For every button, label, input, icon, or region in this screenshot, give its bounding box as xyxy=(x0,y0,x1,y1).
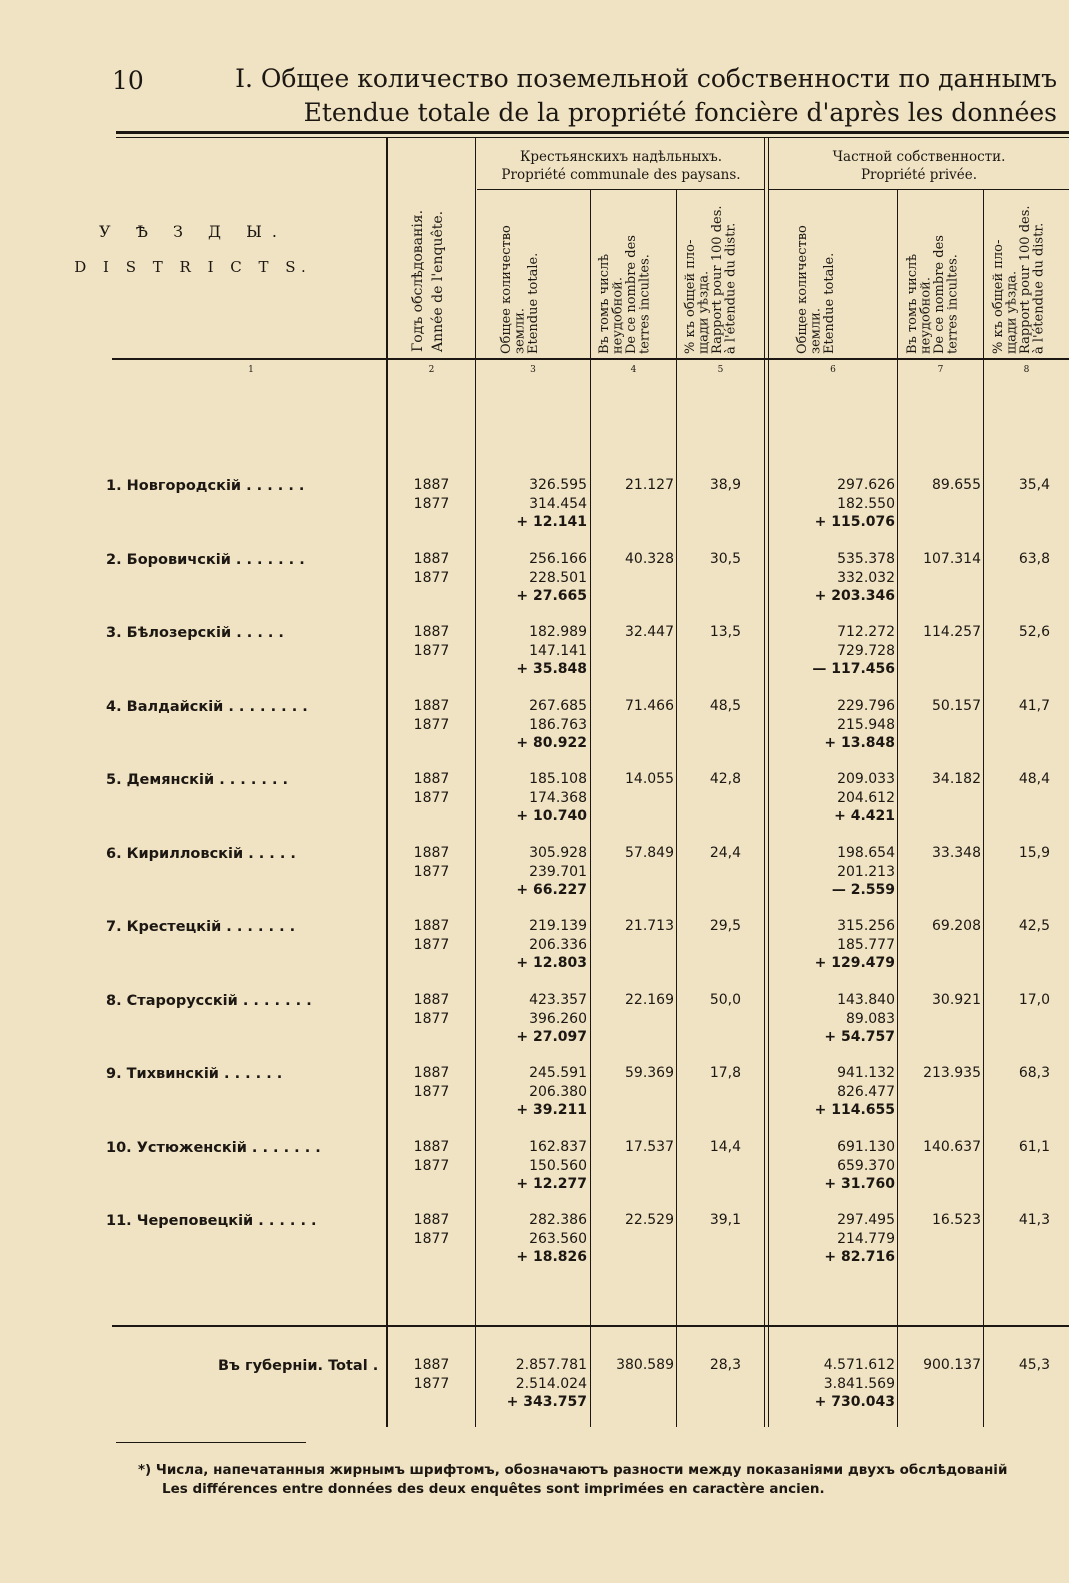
peasant-group-header xyxy=(477,148,765,184)
peasant-difference: + 12.277 xyxy=(516,1176,587,1192)
private-incult: 140.637 xyxy=(923,1139,981,1155)
private-total-1877: 204.612 xyxy=(837,789,895,806)
private-total-1877: 659.370 xyxy=(837,1157,895,1174)
private-difference: + 129.479 xyxy=(814,955,895,971)
private-total-1887: 4.571.612 xyxy=(823,1357,895,1373)
peasant-incult: 21.713 xyxy=(625,918,674,934)
peasant-difference: + 80.922 xyxy=(516,735,587,751)
c6-header-line-3: Etendue totale. xyxy=(822,252,837,354)
c3-header-line-2: земли. xyxy=(512,308,528,354)
private-total-1887: 315.256 xyxy=(837,918,895,934)
private-total-1887: 941.132 xyxy=(837,1065,895,1081)
peasant-group-ru: Крестьянскихъ надѣльныхъ. xyxy=(519,149,723,165)
survey-year-1887: 1887 xyxy=(413,1139,450,1155)
peasant-percent: 30,5 xyxy=(709,551,741,567)
survey-year-1887: 1887 xyxy=(413,992,450,1008)
col-divider-5 xyxy=(764,137,765,1427)
page-number: 10 xyxy=(112,66,144,95)
peasant-incult: 21.127 xyxy=(625,477,674,493)
private-incult: 50.157 xyxy=(932,698,981,714)
district-name: 5. Демянскій . . . . . . . xyxy=(106,772,289,788)
c3-header-line-1: Общее количество xyxy=(499,225,514,354)
private-total-1887: 712.272 xyxy=(837,624,895,640)
title-russian: I. Общее количество поземельной собственности по даннымъ xyxy=(235,64,1057,93)
peasant-percent: 17,8 xyxy=(709,1065,741,1081)
private-total-1877: 332.032 xyxy=(837,569,895,586)
private-total-1887: 143.840 xyxy=(837,992,895,1008)
peasant-difference: + 343.757 xyxy=(506,1394,587,1410)
peasant-total-1887: 282.386 xyxy=(529,1212,587,1228)
peasant-total-1887: 245.591 xyxy=(529,1065,587,1081)
top-rule xyxy=(116,131,1069,134)
c4-header xyxy=(598,194,652,354)
private-total-1887: 209.033 xyxy=(837,771,895,787)
peasant-total-1877: 396.260 xyxy=(529,1010,587,1027)
peasant-difference: + 12.141 xyxy=(516,514,587,530)
c5-header-line-4: à l'étendue du distr. xyxy=(723,222,739,354)
c8-header-line-2: щади уѣзда. xyxy=(1004,270,1020,354)
peasant-percent: 13,5 xyxy=(709,624,741,640)
private-percent: 41,3 xyxy=(1018,1212,1050,1228)
private-difference: — 2.559 xyxy=(831,882,895,898)
peasant-incult: 71.466 xyxy=(625,698,674,714)
private-difference: + 54.757 xyxy=(824,1029,895,1045)
peasant-percent: 48,5 xyxy=(709,698,741,714)
private-total-1877: 214.779 xyxy=(837,1230,895,1247)
peasant-group-fr: Propriété communale des paysans. xyxy=(501,167,741,183)
c7-header-line-4: terres incultes. xyxy=(945,254,961,354)
footnote-ru: *) Числа, напечатанныя жирнымъ шрифтомъ, обозначаютъ разности между показаніями двухъ обслѣдованій xyxy=(138,1462,1008,1478)
survey-year-1887: 1887 xyxy=(413,698,450,714)
private-total-1877: 185.777 xyxy=(837,936,895,953)
private-difference: + 730.043 xyxy=(814,1394,895,1410)
c4-header-line-3: De ce nombre des xyxy=(624,235,639,354)
c6-header-line-1: Общее количество xyxy=(795,225,810,354)
private-total-1877: 89.083 xyxy=(846,1010,895,1027)
private-incult: 213.935 xyxy=(923,1065,981,1081)
districts-header-fr: D I S T R I C T S. xyxy=(74,258,312,276)
private-total-1877: 182.550 xyxy=(837,495,895,512)
private-difference: + 31.760 xyxy=(824,1176,895,1192)
peasant-incult: 40.328 xyxy=(625,551,674,567)
private-incult: 114.257 xyxy=(923,624,981,640)
peasant-percent: 50,0 xyxy=(709,992,741,1008)
private-incult: 30.921 xyxy=(932,992,981,1008)
peasant-total-1887: 162.837 xyxy=(529,1139,587,1155)
private-total-1887: 691.130 xyxy=(837,1139,895,1155)
peasant-total-1877: 2.514.024 xyxy=(515,1375,587,1392)
c5-header xyxy=(684,194,738,354)
peasant-difference: + 10.740 xyxy=(516,808,587,824)
peasant-incult: 57.849 xyxy=(625,845,674,861)
c5-header-line-2: щади уѣзда. xyxy=(696,270,712,354)
c7-header-line-2: неудобной. xyxy=(918,277,934,354)
peasant-total-1877: 147.141 xyxy=(529,642,587,659)
district-name: 3. Бѣлозерскій . . . . . xyxy=(106,625,284,641)
survey-year-1887: 1887 xyxy=(413,918,450,934)
peasant-incult: 22.169 xyxy=(625,992,674,1008)
peasant-total-1877: 314.454 xyxy=(529,495,587,512)
peasant-difference: + 35.848 xyxy=(516,661,587,677)
top-rule-thin xyxy=(116,137,1069,138)
private-total-1877: 201.213 xyxy=(837,863,895,880)
survey-year-1877: 1877 xyxy=(413,1230,450,1247)
peasant-total-1877: 239.701 xyxy=(529,863,587,880)
private-percent: 61,1 xyxy=(1018,1139,1050,1155)
private-difference: + 203.346 xyxy=(814,588,895,604)
year-header xyxy=(408,182,448,352)
peasant-total-1877: 150.560 xyxy=(529,1157,587,1174)
private-percent: 48,4 xyxy=(1018,771,1050,787)
c3-header-line-3: Etendue totale. xyxy=(526,252,541,354)
footnote-fr: Les différences entre données des deux enquêtes sont imprimées en caractère ancien. xyxy=(162,1481,825,1497)
peasant-incult: 32.447 xyxy=(625,624,674,640)
peasant-total-1887: 326.595 xyxy=(529,477,587,493)
col-number-3: 3 xyxy=(530,365,536,375)
private-percent: 45,3 xyxy=(1018,1357,1050,1373)
private-incult: 69.208 xyxy=(932,918,981,934)
survey-year-1887: 1887 xyxy=(413,624,450,640)
survey-year-1887: 1887 xyxy=(413,845,450,861)
private-total-1887: 229.796 xyxy=(837,698,895,714)
col-number-1: 1 xyxy=(248,365,254,375)
peasant-percent: 39,1 xyxy=(709,1212,741,1228)
c8-header-line-4: à l'étendue du distr. xyxy=(1031,222,1047,354)
c5-header-line-3: Rapport pour 100 des. xyxy=(710,205,725,354)
survey-year-1887: 1887 xyxy=(413,551,450,567)
private-difference: + 4.421 xyxy=(834,808,895,824)
district-name: Въ губерніи. Total . xyxy=(218,1358,379,1374)
district-name: 1. Новгородскій . . . . . . xyxy=(106,478,305,494)
private-percent: 52,6 xyxy=(1018,624,1050,640)
survey-year-1877: 1877 xyxy=(413,1083,450,1100)
c6-header-line-2: земли. xyxy=(808,308,824,354)
district-name: 2. Боровичскій . . . . . . . xyxy=(106,552,305,568)
district-name: 7. Крестецкій . . . . . . . xyxy=(106,919,296,935)
private-difference: + 114.655 xyxy=(814,1102,895,1118)
peasant-difference: + 12.803 xyxy=(516,955,587,971)
group-rule-peasant xyxy=(477,189,765,190)
col-number-7: 7 xyxy=(937,365,944,375)
private-incult: 16.523 xyxy=(932,1212,981,1228)
peasant-percent: 28,3 xyxy=(709,1357,741,1373)
col-number-6: 6 xyxy=(830,365,836,375)
c5-header-line-1: % къ общей пло- xyxy=(683,239,698,354)
peasant-total-1877: 174.368 xyxy=(529,789,587,806)
peasant-percent: 24,4 xyxy=(709,845,741,861)
private-group-header xyxy=(769,148,1069,184)
private-total-1887: 297.495 xyxy=(837,1212,895,1228)
peasant-incult: 380.589 xyxy=(616,1357,674,1373)
private-difference: + 13.848 xyxy=(824,735,895,751)
district-name: 6. Кирилловскій . . . . . xyxy=(106,846,296,862)
survey-year-1887: 1887 xyxy=(413,1212,450,1228)
private-difference: + 115.076 xyxy=(814,514,895,530)
c8-header-line-1: % къ общей пло- xyxy=(991,239,1006,354)
peasant-total-1887: 185.108 xyxy=(529,771,587,787)
peasant-total-1877: 206.336 xyxy=(529,936,587,953)
private-incult: 34.182 xyxy=(932,771,981,787)
private-total-1877: 215.948 xyxy=(837,716,895,733)
c4-header-line-1: Въ томъ числѣ xyxy=(597,253,612,354)
c3-header xyxy=(500,194,541,354)
survey-year-1877: 1877 xyxy=(413,495,450,512)
survey-year-1877: 1877 xyxy=(413,569,450,586)
private-percent: 63,8 xyxy=(1018,551,1050,567)
survey-year-1877: 1877 xyxy=(413,1375,450,1392)
c7-header xyxy=(906,194,960,354)
survey-year-1887: 1887 xyxy=(413,771,450,787)
survey-year-1877: 1877 xyxy=(413,716,450,733)
survey-year-1877: 1877 xyxy=(413,1010,450,1027)
peasant-incult: 22.529 xyxy=(625,1212,674,1228)
private-total-1887: 297.626 xyxy=(837,477,895,493)
district-name: 10. Устюженскій . . . . . . . xyxy=(106,1140,321,1156)
private-percent: 41,7 xyxy=(1018,698,1050,714)
peasant-incult: 17.537 xyxy=(625,1139,674,1155)
peasant-percent: 38,9 xyxy=(709,477,741,493)
col-number-2: 2 xyxy=(428,365,435,375)
survey-year-1877: 1877 xyxy=(413,936,450,953)
col-number-8: 8 xyxy=(1023,365,1030,375)
year-header-ru: Годъ обслѣдованія. xyxy=(410,209,426,352)
private-difference: — 117.456 xyxy=(812,661,895,677)
peasant-total-1887: 256.166 xyxy=(529,551,587,567)
peasant-incult: 14.055 xyxy=(625,771,674,787)
c7-header-line-3: De ce nombre des xyxy=(932,235,947,354)
col-number-4: 4 xyxy=(630,365,637,375)
peasant-difference: + 27.097 xyxy=(516,1029,587,1045)
peasant-total-1887: 219.139 xyxy=(529,918,587,934)
peasant-difference: + 18.826 xyxy=(516,1249,587,1265)
private-group-ru: Частной собственности. xyxy=(832,149,1006,165)
peasant-percent: 42,8 xyxy=(709,771,741,787)
private-percent: 35,4 xyxy=(1018,477,1050,493)
title-french: Etendue totale de la propriété foncière d'après les données xyxy=(303,98,1057,127)
district-name: 9. Тихвинскій . . . . . . xyxy=(106,1066,283,1082)
private-total-1877: 729.728 xyxy=(837,642,895,659)
survey-year-1877: 1877 xyxy=(413,789,450,806)
year-header-fr: Année de l'enquête. xyxy=(430,210,446,352)
peasant-total-1877: 186.763 xyxy=(529,716,587,733)
c8-header xyxy=(992,194,1046,354)
survey-year-1887: 1887 xyxy=(413,1065,450,1081)
private-incult: 900.137 xyxy=(923,1357,981,1373)
district-name: 8. Старорусскій . . . . . . . xyxy=(106,993,312,1009)
c6-header xyxy=(796,194,837,354)
peasant-total-1887: 182.989 xyxy=(529,624,587,640)
peasant-difference: + 27.665 xyxy=(516,588,587,604)
c4-header-line-4: terres incultes. xyxy=(637,254,653,354)
private-total-1877: 826.477 xyxy=(837,1083,895,1100)
col-number-5: 5 xyxy=(717,365,724,375)
district-name: 4. Валдайскій . . . . . . . . xyxy=(106,699,308,715)
private-percent: 15,9 xyxy=(1018,845,1050,861)
private-incult: 89.655 xyxy=(932,477,981,493)
peasant-total-1887: 423.357 xyxy=(529,992,587,1008)
private-total-1887: 535.378 xyxy=(837,551,895,567)
survey-year-1877: 1877 xyxy=(413,1157,450,1174)
private-incult: 33.348 xyxy=(932,845,981,861)
districts-header-ru: У Ѣ З Д Ы. xyxy=(99,222,287,241)
private-percent: 68,3 xyxy=(1018,1065,1050,1081)
private-group-fr: Propriété privée. xyxy=(860,167,978,183)
peasant-total-1877: 228.501 xyxy=(529,569,587,586)
private-difference: + 82.716 xyxy=(824,1249,895,1265)
peasant-difference: + 39.211 xyxy=(516,1102,587,1118)
c4-header-line-2: неудобной. xyxy=(610,277,626,354)
peasant-total-1887: 267.685 xyxy=(529,698,587,714)
c7-header-line-1: Въ томъ числѣ xyxy=(905,253,920,354)
survey-year-1887: 1887 xyxy=(413,1357,450,1373)
district-name: 11. Череповецкій . . . . . . xyxy=(106,1213,317,1229)
peasant-percent: 29,5 xyxy=(709,918,741,934)
group-rule-private xyxy=(769,189,1069,190)
peasant-incult: 59.369 xyxy=(625,1065,674,1081)
survey-year-1877: 1877 xyxy=(413,642,450,659)
peasant-percent: 14,4 xyxy=(709,1139,741,1155)
peasant-total-1887: 2.857.781 xyxy=(515,1357,587,1373)
c8-header-line-3: Rapport pour 100 des. xyxy=(1018,205,1033,354)
private-total-1887: 198.654 xyxy=(837,845,895,861)
footnote-rule xyxy=(116,1442,306,1443)
peasant-total-1877: 206.380 xyxy=(529,1083,587,1100)
peasant-total-1877: 263.560 xyxy=(529,1230,587,1247)
peasant-total-1887: 305.928 xyxy=(529,845,587,861)
private-percent: 42,5 xyxy=(1018,918,1050,934)
private-incult: 107.314 xyxy=(923,551,981,567)
survey-year-1887: 1887 xyxy=(413,477,450,493)
private-total-1877: 3.841.569 xyxy=(823,1375,895,1392)
private-percent: 17,0 xyxy=(1018,992,1050,1008)
survey-year-1877: 1877 xyxy=(413,863,450,880)
peasant-difference: + 66.227 xyxy=(516,882,587,898)
